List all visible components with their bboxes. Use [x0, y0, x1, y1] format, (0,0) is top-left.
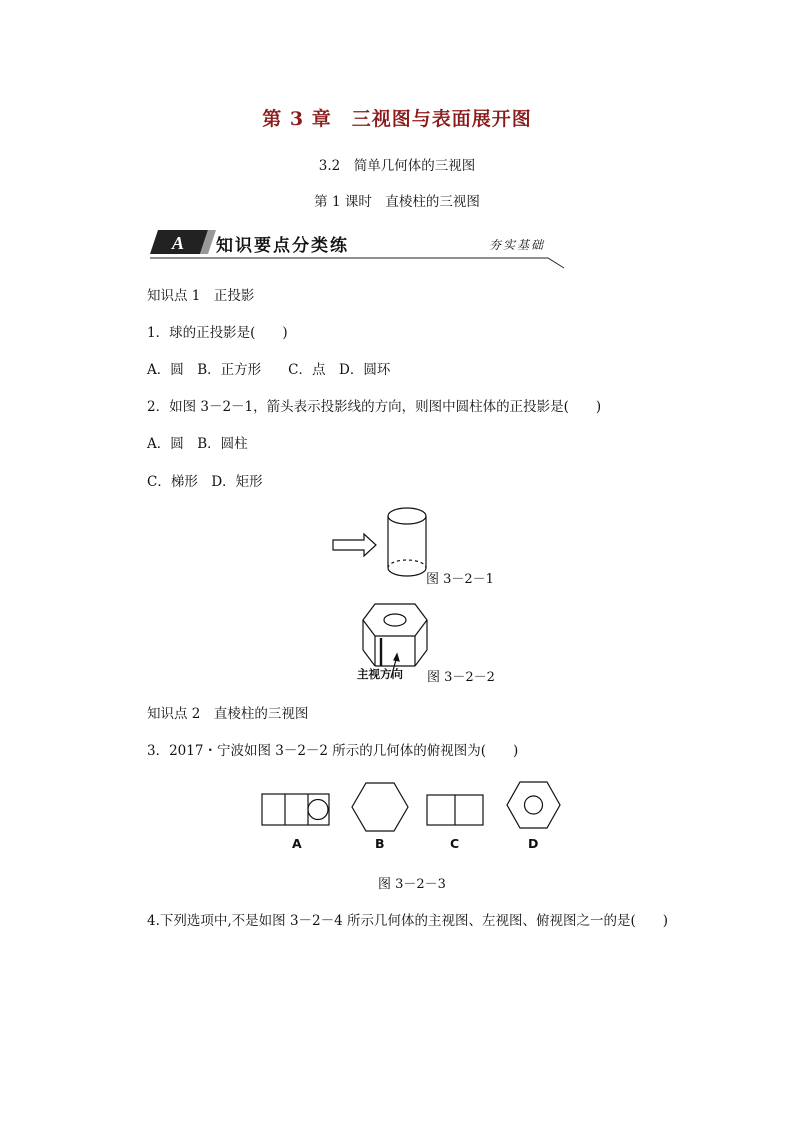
section-title: 3.2 简单几何体的三视图: [318, 158, 476, 174]
q1-options: A．圆 B．正方形 C．点 D．圆环: [147, 362, 391, 378]
option-d-label: D: [528, 836, 539, 851]
q3-stem: 3．2017・宁波如图 3－2－2 所示的几何体的俯视图为( ): [147, 743, 519, 759]
figure-3-2-1: [330, 502, 430, 582]
option-a-shape-icon: [262, 794, 329, 825]
banner-title: 知识要点分类练: [216, 236, 349, 256]
option-c-rectangle-icon: [427, 795, 483, 825]
q1-stem: 1．球的正投影是( ): [147, 325, 288, 341]
banner-badge-letter: A: [172, 233, 185, 253]
option-d-hexagon-circle-icon: [507, 782, 560, 828]
figure-3-2-3: [255, 774, 575, 838]
knowledge-point-2: 知识点 2 直棱柱的三视图: [147, 706, 309, 722]
q2-options-line2: C．梯形 D．矩形: [147, 474, 263, 490]
option-b-hexagon-icon: [352, 783, 408, 831]
q4-stem: 4.下列选项中,不是如图 3－2－4 所示几何体的主视图、左视图、俯视图之一的是( ): [147, 913, 669, 929]
lesson-title: 第 1 课时 直棱柱的三视图: [314, 194, 480, 210]
chapter-title: 第 3 章 三视图与表面展开图: [262, 108, 532, 130]
figure-3-2-3-caption: 图 3－2－3: [378, 877, 446, 892]
projection-arrow-icon: [333, 534, 376, 556]
option-a-label: A: [292, 836, 302, 851]
option-c-label: C: [450, 836, 460, 851]
knowledge-point-1: 知识点 1 正投影: [147, 288, 255, 304]
cylinder-icon: [388, 508, 426, 576]
banner-subtitle: 夯实基础: [489, 238, 546, 252]
banner-underline: [150, 258, 564, 268]
q2-options-line1: A．圆 B．圆柱: [147, 436, 248, 452]
figure-3-2-2-caption: 图 3－2－2: [427, 670, 495, 685]
option-b-label: B: [375, 836, 385, 851]
q2-stem: 2．如图 3－2－1，箭头表示投影线的方向，则图中圆柱体的正投影是( ): [147, 399, 602, 415]
figure-3-2-1-caption: 图 3－2－1: [426, 572, 494, 587]
figure-3-2-2-label: 主视方向: [357, 667, 403, 681]
